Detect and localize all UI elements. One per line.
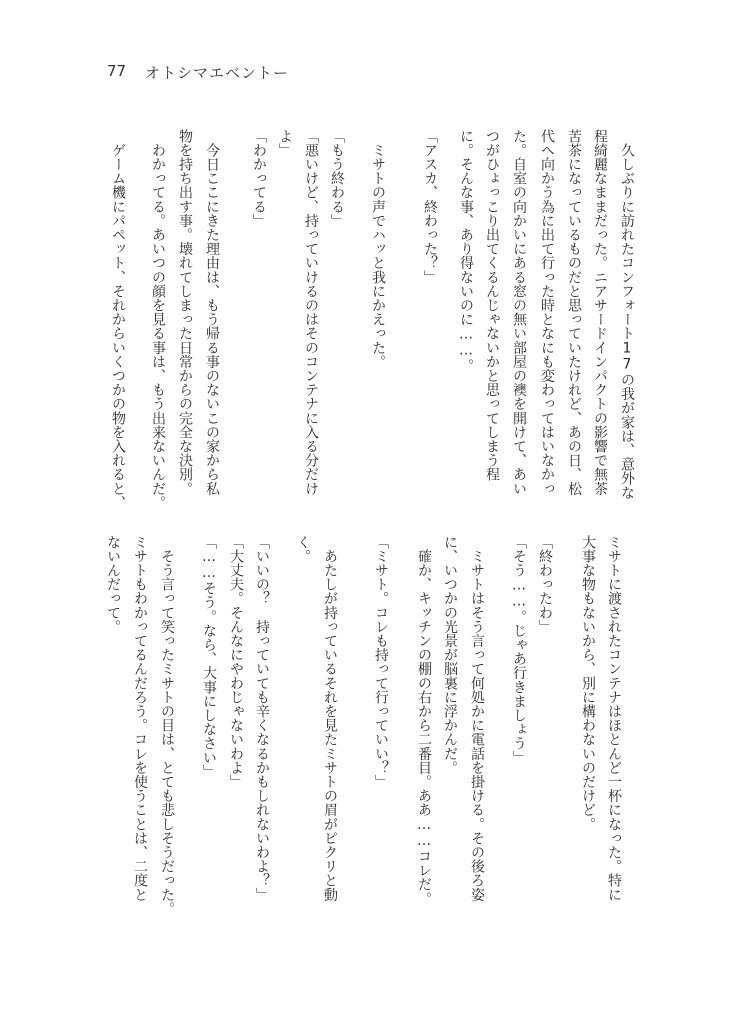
bottom-block-line: 「いいの？ 持っていても辛くなるかもしれないわよ？」 <box>254 535 270 902</box>
bottom-block-line: 「……そう。なら、大事にしなさい」 <box>201 535 217 779</box>
top-block-line: 物を持ち出す事。壊れてしまった日常からの完全な決別。 <box>177 129 193 496</box>
bottom-block-line: 「ミサト。コレも持って行っていい？」 <box>373 535 389 789</box>
bottom-block-line: ミサトもわかってるんだろう。コレを使うことは、二度と <box>132 535 148 902</box>
top-block-line: 久しぶりに訪れたコンフォート17の我が家は、意外な <box>619 129 635 500</box>
top-block-line: 代へ向かう為に出て行った時となにも変わってはいなかっ <box>539 129 555 496</box>
top-block-line: 苦茶になっているものだと思っていたけれど、あの日、松 <box>566 129 582 496</box>
bottom-block-line: 確か、キッチンの棚の右から二番目。ああ……コレだ。 <box>416 535 432 906</box>
top-block-line: つがひょっこり出てくるんじゃないかと思ってしまう程 <box>484 129 500 482</box>
bottom-block-line: 「大丈夫。そんなにやわじゃないわよ」 <box>228 535 244 789</box>
top-block-line: 「わかってる」 <box>251 129 267 228</box>
top-block-line: に。そんな事、あり得ないのに……。 <box>458 129 474 373</box>
top-block-line: 「悪いけど、持っていけるのはそのコンテナに入る分だけ <box>303 129 319 496</box>
bottom-block-line: ミサトに渡されたコンテナはほとんど一杯になった。特に <box>606 535 622 902</box>
bottom-block-line: あたしが持っているそれを見たミサトの眉がピクリと動 <box>322 535 338 902</box>
top-block-line: ミサトの声でハッと我にかえった。 <box>370 129 386 369</box>
top-block-line: ゲーム機にパペット、それからいくつかの物を入れると、 <box>110 129 126 510</box>
top-block-line: 「アスカ、終わった？」 <box>422 129 438 285</box>
bottom-block-line: 「そう……。じゃあ行きましょう」 <box>511 535 527 765</box>
bottom-block-line: ないんだって。 <box>105 535 121 634</box>
bottom-block-line: 「終わったわ」 <box>537 535 553 634</box>
top-block-line: わかってる。あいつの顔を見る事は、もう出来ないんだ。 <box>150 129 166 510</box>
top-block-line: 程綺麗なままだった。ニアサードインパクトの影響で無茶 <box>592 129 608 496</box>
top-block-line: た。自室の向かいにある窓の無い部屋の襖を開けて、あい <box>511 129 527 496</box>
top-block-line: 「もう終わる」 <box>329 129 345 228</box>
bottom-block-line: そう言って笑ったミサトの目は、とても悲しそうだった。 <box>159 535 175 916</box>
bottom-block-line: く。 <box>295 535 311 564</box>
running-title: オトシマエベントー <box>145 64 290 82</box>
page-number: 77 <box>107 62 127 80</box>
bottom-block-line: ミサトはそう言って何処かに電話を掛ける。その後ろ姿 <box>469 535 485 902</box>
top-block-line: 今日ここにきた理由は、もう帰る事のないこの家から私 <box>204 129 220 496</box>
bottom-block-line: 大事な物もないから、別に構わないのだけど。 <box>580 535 596 832</box>
top-block-line: よ」 <box>277 129 293 158</box>
bottom-block-line: に、いつかの光景が脳裏に浮かんだ。 <box>442 535 458 775</box>
